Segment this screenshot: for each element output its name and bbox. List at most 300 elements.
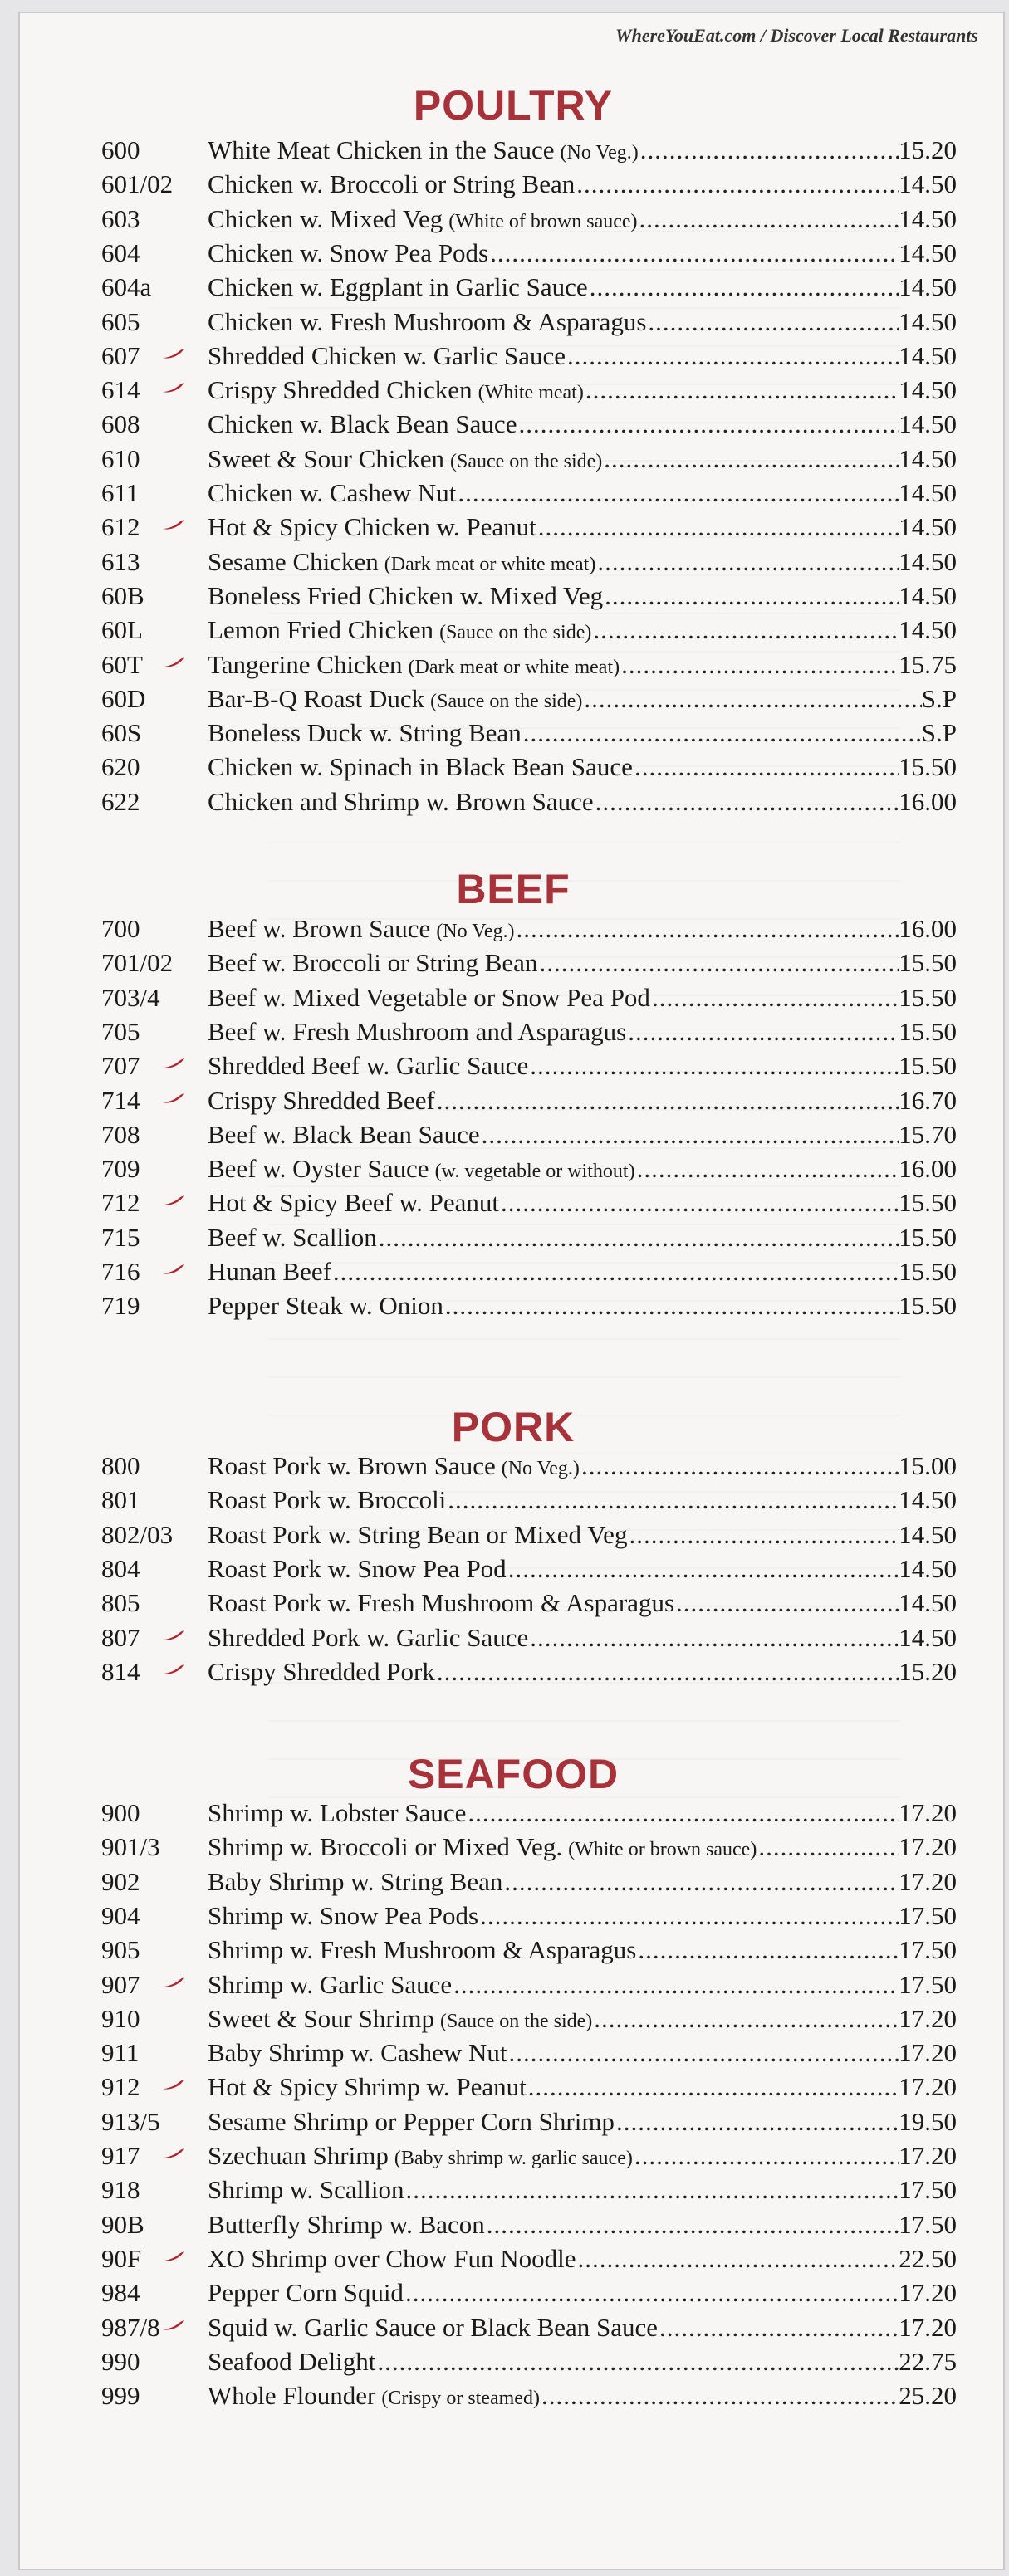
hot-pepper-icon: [161, 519, 184, 530]
item-note: (Sauce on the side): [430, 691, 583, 712]
item-name: Beef w. Broccoli or String Bean: [208, 948, 538, 977]
item-name: Hot & Spicy Chicken w. Peanut: [208, 512, 536, 541]
item-code: [101, 750, 208, 784]
item-price: 15.50: [899, 1223, 957, 1252]
dot-leader: [616, 2104, 899, 2139]
item-price: 14.50: [899, 272, 957, 301]
item-price: 19.50: [899, 2107, 957, 2136]
dot-leader: [634, 2139, 899, 2173]
item-code-text: 600: [101, 135, 140, 164]
item-code-text: 999: [101, 2381, 140, 2410]
dot-leader: [448, 1483, 899, 1517]
menu-item: [101, 167, 957, 201]
dot-leader: [584, 682, 921, 716]
item-code: [101, 1865, 208, 1899]
item-price: 17.50: [899, 2210, 957, 2239]
item-price: 14.50: [899, 204, 957, 233]
menu-item: [101, 133, 957, 167]
item-code-text: 60D: [101, 684, 146, 713]
item-code-text: 904: [101, 1901, 140, 1930]
item-code-text: 910: [101, 2004, 140, 2033]
item-code-text: 800: [101, 1451, 140, 1480]
dot-leader: [530, 1048, 899, 1083]
item-name: Chicken w. Snow Pea Pods: [208, 238, 489, 267]
item-code-text: 603: [101, 204, 140, 233]
dot-leader: [482, 1117, 899, 1151]
dot-leader: [517, 912, 899, 946]
menu-item: [101, 545, 957, 579]
item-code: [101, 133, 208, 167]
menu-item: [101, 750, 957, 784]
item-code: [101, 270, 208, 304]
menu-item: [101, 510, 957, 544]
item-name: Baby Shrimp w. String Bean: [208, 1867, 503, 1896]
item-name: Sesame Chicken: [208, 547, 379, 576]
item-price: 15.50: [899, 1051, 957, 1080]
menu-item: [101, 912, 957, 946]
section-title-pork: PORK: [451, 1404, 576, 1450]
hot-pepper-icon: [161, 1630, 184, 1641]
item-code-text: 601/02: [101, 169, 174, 198]
menu-item: [101, 1796, 957, 1830]
item-code: [101, 305, 208, 339]
item-note: (White of brown sauce): [448, 211, 638, 232]
item-name: Beef w. Fresh Mushroom and Asparagus: [208, 1017, 627, 1046]
item-code: [101, 980, 208, 1014]
item-name: Shredded Chicken w. Garlic Sauce: [208, 341, 566, 370]
item-code: [101, 1083, 208, 1117]
dot-leader: [405, 2275, 899, 2310]
menu-page: [18, 12, 1005, 2570]
item-note: (No Veg.): [501, 1458, 580, 1479]
dot-leader: [538, 510, 899, 544]
dot-leader: [637, 1151, 899, 1185]
menu-item: [101, 236, 957, 270]
item-code-text: 714: [101, 1086, 140, 1115]
dot-leader: [640, 133, 899, 167]
menu-item: [101, 2070, 957, 2104]
item-price: 15.50: [899, 1017, 957, 1046]
menu-item: [101, 1185, 957, 1220]
dot-leader: [758, 1830, 899, 1864]
item-name: Chicken and Shrimp w. Brown Sauce: [208, 787, 594, 816]
item-code-text: 802/03: [101, 1520, 174, 1549]
item-price: S.P: [921, 684, 957, 713]
dot-leader: [634, 750, 899, 784]
item-price: 15.75: [899, 650, 957, 679]
item-note: (Dark meat or white meat): [384, 554, 596, 575]
dot-leader: [539, 946, 899, 980]
item-price: 15.20: [899, 1657, 957, 1686]
item-code-text: 705: [101, 1017, 140, 1046]
menu-item: [101, 980, 957, 1014]
item-code: [101, 2036, 208, 2070]
item-code: [101, 1254, 208, 1288]
menu-item: [101, 2275, 957, 2310]
item-note: (White meat): [478, 382, 584, 403]
menu-item: [101, 1083, 957, 1117]
item-code: [101, 1185, 208, 1220]
item-code-text: 814: [101, 1657, 140, 1686]
dot-leader: [605, 579, 899, 613]
menu-item: [101, 2139, 957, 2173]
item-code: [101, 1620, 208, 1655]
item-code: [101, 2104, 208, 2139]
item-code-text: 719: [101, 1291, 140, 1320]
item-name: Hot & Spicy Shrimp w. Peanut: [208, 2072, 527, 2101]
item-name: Beef w. Scallion: [208, 1223, 377, 1252]
item-name: Roast Pork w. Snow Pea Pod: [208, 1554, 507, 1583]
item-name: Beef w. Brown Sauce: [208, 914, 431, 943]
menu-item: [101, 716, 957, 750]
item-code-text: 620: [101, 752, 140, 781]
menu-item: [101, 1449, 957, 1483]
dot-leader: [504, 1865, 899, 1899]
item-code: [101, 1048, 208, 1083]
item-price: 17.20: [899, 2004, 957, 2033]
dot-leader: [590, 270, 899, 304]
menu-item: [101, 946, 957, 980]
menu-item: [101, 305, 957, 339]
dot-leader: [581, 1449, 899, 1483]
item-code: [101, 236, 208, 270]
item-note: (Baby shrimp w. garlic sauce): [394, 2148, 633, 2169]
dot-leader: [648, 305, 899, 339]
item-price: 14.50: [899, 444, 957, 473]
dot-leader: [523, 716, 922, 750]
item-name: Chicken w. Cashew Nut: [208, 478, 457, 507]
menu-item: [101, 373, 957, 407]
item-note: (Sauce on the side): [439, 622, 592, 643]
item-name: Baby Shrimp w. Cashew Nut: [208, 2038, 507, 2067]
item-price: 16.00: [899, 787, 957, 816]
item-name: Shrimp w. Garlic Sauce: [208, 1970, 453, 1999]
item-name: Pepper Corn Squid: [208, 2278, 404, 2307]
hot-pepper-icon: [161, 1977, 184, 1988]
item-code-text: 918: [101, 2175, 140, 2204]
item-code-text: 610: [101, 444, 140, 473]
item-code-text: 984: [101, 2278, 140, 2307]
item-code-text: 912: [101, 2072, 140, 2101]
section-title-seafood: SEAFOOD: [407, 1751, 620, 1797]
item-price: 14.50: [899, 307, 957, 336]
item-code: [101, 2378, 208, 2412]
hot-pepper-icon: [161, 1092, 184, 1104]
item-code: [101, 1967, 208, 2002]
item-code: [101, 716, 208, 750]
item-name: Squid w. Garlic Sauce or Black Bean Sauce: [208, 2313, 659, 2342]
dot-leader: [597, 545, 899, 579]
dot-leader: [508, 1552, 899, 1586]
item-code: [101, 613, 208, 647]
item-code-text: 707: [101, 1051, 140, 1080]
menu-item: [101, 1967, 957, 2002]
item-code: [101, 1796, 208, 1830]
item-name: Chicken w. Eggplant in Garlic Sauce: [208, 272, 588, 301]
menu-item: [101, 785, 957, 819]
item-name: Szechuan Shrimp: [208, 2141, 389, 2170]
dot-leader: [377, 2344, 899, 2378]
menu-item: [101, 1865, 957, 1899]
dot-leader: [458, 476, 899, 510]
item-name: Crispy Shredded Beef: [208, 1086, 435, 1115]
dot-leader: [541, 2378, 899, 2412]
dot-leader: [659, 2310, 899, 2344]
menu-item: [101, 648, 957, 682]
menu-item: [101, 1655, 957, 1689]
menu-item: [101, 339, 957, 373]
item-code: [101, 1933, 208, 1967]
item-code-text: 90B: [101, 2210, 144, 2239]
item-code-text: 911: [101, 2038, 140, 2067]
section-title-beef: BEEF: [456, 866, 571, 912]
item-price: 14.50: [899, 238, 957, 267]
item-name: Sesame Shrimp or Pepper Corn Shrimp: [208, 2107, 615, 2136]
item-code: [101, 373, 208, 407]
item-price: 15.50: [899, 1188, 957, 1217]
dot-leader: [518, 407, 899, 441]
dot-leader: [530, 1620, 899, 1655]
item-code-text: 60L: [101, 615, 143, 644]
item-code-text: 614: [101, 375, 140, 404]
item-note: (Sauce on the side): [439, 2011, 593, 2032]
dot-leader: [604, 442, 899, 476]
hot-pepper-icon: [161, 1058, 184, 1069]
dot-leader: [585, 373, 899, 407]
item-code-text: 703/4: [101, 983, 160, 1012]
menu-item: [101, 2344, 957, 2378]
item-name: Crispy Shredded Pork: [208, 1657, 435, 1686]
item-code-text: 905: [101, 1935, 140, 1964]
item-note: (White or brown sauce): [568, 1839, 757, 1860]
item-name: Roast Pork w. String Bean or Mixed Veg: [208, 1520, 628, 1549]
item-price: 14.50: [899, 341, 957, 370]
item-name: Chicken w. Mixed Veg: [208, 204, 443, 233]
item-price: 17.20: [899, 2038, 957, 2067]
menu-item: [101, 407, 957, 441]
item-code-text: 709: [101, 1154, 140, 1183]
dot-leader: [628, 1014, 899, 1048]
item-code-text: 716: [101, 1257, 140, 1286]
item-code: [101, 2002, 208, 2036]
hot-pepper-icon: [161, 1264, 184, 1275]
item-price: 25.20: [899, 2381, 957, 2410]
menu-item: [101, 442, 957, 476]
dot-leader: [577, 2241, 899, 2275]
item-price: 14.50: [899, 375, 957, 404]
item-price: S.P: [921, 718, 957, 747]
menu-item: [101, 2207, 957, 2241]
hot-pepper-icon: [161, 2251, 184, 2262]
dot-leader: [480, 1899, 899, 1933]
item-price: 14.50: [899, 1485, 957, 1514]
item-code: [101, 946, 208, 980]
item-name: Shrimp w. Lobster Sauce: [208, 1798, 467, 1827]
item-code-text: 901/3: [101, 1832, 160, 1861]
item-code-text: 902: [101, 1867, 140, 1896]
item-price: 17.20: [899, 2141, 957, 2170]
item-code-text: 701/02: [101, 948, 174, 977]
item-name: Bar-B-Q Roast Duck: [208, 684, 425, 713]
menu-item: [101, 270, 957, 304]
item-name: Shrimp w. Broccoli or Mixed Veg.: [208, 1832, 563, 1861]
item-code: [101, 1552, 208, 1586]
item-code: [101, 167, 208, 201]
item-code: [101, 510, 208, 544]
menu-item: [101, 1933, 957, 1967]
menu-item: [101, 2310, 957, 2344]
item-note: (w. vegetable or without): [434, 1161, 635, 1182]
item-price: 14.50: [899, 615, 957, 644]
section-title-poultry: POULTRY: [413, 82, 614, 129]
item-name: Boneless Duck w. String Bean: [208, 718, 522, 747]
item-price: 17.20: [899, 1832, 957, 1861]
item-name: Shredded Beef w. Garlic Sauce: [208, 1051, 529, 1080]
item-code-text: 987/8: [101, 2313, 160, 2342]
item-price: 14.50: [899, 478, 957, 507]
item-name: Beef w. Mixed Vegetable or Snow Pea Pod: [208, 983, 650, 1012]
menu-item: [101, 1151, 957, 1185]
item-code-text: 604: [101, 238, 140, 267]
item-code-text: 712: [101, 1188, 140, 1217]
item-note: (Sauce on the side): [450, 451, 603, 472]
item-code-text: 622: [101, 787, 140, 816]
dot-leader: [576, 167, 899, 201]
item-price: 15.50: [899, 752, 957, 781]
dot-leader: [594, 2002, 899, 2036]
item-price: 15.50: [899, 983, 957, 1012]
hot-pepper-icon: [161, 2079, 184, 2090]
dot-leader: [379, 1220, 899, 1254]
dot-leader: [437, 1655, 899, 1689]
item-price: 17.50: [899, 1935, 957, 1964]
item-code: [101, 1220, 208, 1254]
menu-item: [101, 1254, 957, 1288]
item-price: 14.50: [899, 581, 957, 610]
item-code: [101, 912, 208, 946]
dot-leader: [593, 613, 899, 647]
item-code-text: 708: [101, 1120, 140, 1149]
item-code: [101, 1830, 208, 1864]
item-name: Shrimp w. Scallion: [208, 2175, 404, 2204]
item-code: [101, 476, 208, 510]
menu-item: [101, 1899, 957, 1933]
item-name: Crispy Shredded Chicken: [208, 375, 473, 404]
dot-leader: [501, 1185, 899, 1220]
item-code: [101, 785, 208, 819]
item-code: [101, 1014, 208, 1048]
item-price: 14.50: [899, 1623, 957, 1652]
item-name: Roast Pork w. Brown Sauce: [208, 1451, 496, 1480]
dot-leader: [639, 202, 899, 236]
item-price: 17.20: [899, 1798, 957, 1827]
item-note: (Dark meat or white meat): [408, 657, 620, 678]
item-code-text: 612: [101, 512, 140, 541]
item-name: Roast Pork w. Broccoli: [208, 1485, 447, 1514]
menu-item: [101, 682, 957, 716]
item-code-text: 715: [101, 1223, 140, 1252]
item-name: Pepper Steak w. Onion: [208, 1291, 443, 1320]
item-price: 15.20: [899, 135, 957, 164]
item-code: [101, 2310, 208, 2344]
item-name: Shrimp w. Fresh Mushroom & Asparagus: [208, 1935, 637, 1964]
dot-leader: [468, 1796, 899, 1830]
menu-item: [101, 2002, 957, 2036]
dot-leader: [453, 1967, 899, 2002]
item-code: [101, 1117, 208, 1151]
hot-pepper-icon: [161, 2319, 184, 2331]
dot-leader: [490, 236, 899, 270]
item-price: 14.50: [899, 547, 957, 576]
item-code: [101, 1655, 208, 1689]
item-code-text: 700: [101, 914, 140, 943]
item-name: Chicken w. Black Bean Sauce: [208, 409, 517, 438]
item-code-text: 60S: [101, 718, 142, 747]
item-name: Chicken w. Fresh Mushroom & Asparagus: [208, 307, 647, 336]
item-price: 17.20: [899, 1867, 957, 1896]
menu-item: [101, 1518, 957, 1552]
item-price: 17.50: [899, 2175, 957, 2204]
menu-item: [101, 613, 957, 647]
item-code: [101, 2344, 208, 2378]
item-code: [101, 1586, 208, 1620]
item-name: Lemon Fried Chicken: [208, 615, 434, 644]
menu-item: [101, 2241, 957, 2275]
menu-item: [101, 1620, 957, 1655]
item-price: 14.50: [899, 409, 957, 438]
item-code: [101, 2139, 208, 2173]
item-price: 17.20: [899, 2278, 957, 2307]
item-code: [101, 407, 208, 441]
item-name: Tangerine Chicken: [208, 650, 403, 679]
item-name: Sweet & Sour Chicken: [208, 444, 444, 473]
menu-item: [101, 1830, 957, 1864]
dot-leader: [676, 1586, 899, 1620]
item-code-text: 607: [101, 341, 140, 370]
dot-leader: [567, 339, 899, 373]
item-code: [101, 1518, 208, 1552]
item-name: Shredded Pork w. Garlic Sauce: [208, 1623, 529, 1652]
item-price: 16.00: [899, 914, 957, 943]
item-price: 22.50: [899, 2244, 957, 2273]
item-code-text: 917: [101, 2141, 140, 2170]
item-note: (Crispy or steamed): [381, 2388, 540, 2409]
item-price: 17.20: [899, 2072, 957, 2101]
item-code-text: 990: [101, 2347, 140, 2376]
item-code-text: 604a: [101, 272, 152, 301]
item-price: 17.50: [899, 1970, 957, 1999]
item-name: Sweet & Sour Shrimp: [208, 2004, 434, 2033]
item-name: Beef w. Black Bean Sauce: [208, 1120, 480, 1149]
item-name: Hot & Spicy Beef w. Peanut: [208, 1188, 499, 1217]
item-code-text: 60T: [101, 650, 143, 679]
item-price: 15.50: [899, 1291, 957, 1320]
item-code: [101, 2241, 208, 2275]
item-code: [101, 1288, 208, 1322]
hot-pepper-icon: [161, 2148, 184, 2159]
item-code: [101, 545, 208, 579]
item-code: [101, 648, 208, 682]
item-code: [101, 442, 208, 476]
menu-item: [101, 476, 957, 510]
dot-leader: [437, 1083, 899, 1117]
item-name: Shrimp w. Snow Pea Pods: [208, 1901, 479, 1930]
item-code-text: 907: [101, 1970, 140, 1999]
item-code-text: 804: [101, 1554, 140, 1583]
item-code-text: 807: [101, 1623, 140, 1652]
item-name: Chicken w. Spinach in Black Bean Sauce: [208, 752, 633, 781]
item-code: [101, 1151, 208, 1185]
